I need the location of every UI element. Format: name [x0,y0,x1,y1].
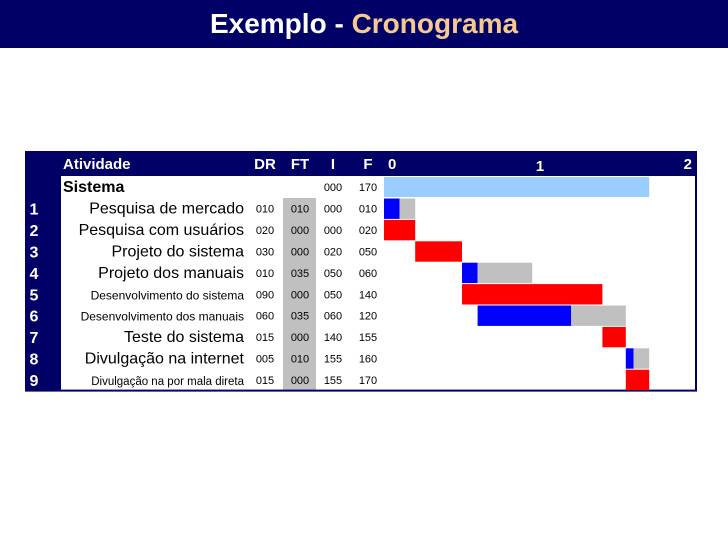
axis-tick-label: 2 [683,156,692,173]
activity-dr: 090 [255,289,275,302]
activity-name: Divulgação na internet [84,350,244,368]
activity-ft: 000 [290,246,310,259]
header-dr: DR [254,156,276,173]
activity-i: 050 [323,289,343,302]
activity-bar [478,306,572,326]
activity-name: Projeto do sistema [111,243,244,261]
activity-i: 155 [323,374,343,387]
activity-f: 060 [358,267,378,280]
activity-ft: 000 [290,225,310,238]
activity-i: 020 [323,246,343,259]
activity-ft: 010 [290,353,310,366]
header-i: I [330,156,336,173]
activity-i: 060 [323,310,343,323]
activity-name: Divulgação na por mala direta [91,375,244,388]
activity-name: Teste do sistema [123,329,244,347]
activity-f: 170 [358,374,378,387]
activity-ft: 000 [290,289,310,302]
activity-f: 155 [358,332,378,345]
activity-f: 120 [358,310,378,323]
activity-dr: 010 [255,267,275,280]
activity-name: Desenvolvimento do sistema [90,288,244,303]
summary-bar [384,177,649,197]
activity-ft: 035 [290,267,310,280]
header-f: F [363,156,373,173]
activity-f: 160 [358,353,378,366]
row-number: 1 [29,201,39,219]
activity-i: 155 [323,353,343,366]
activity-dr: 010 [255,203,275,216]
row-number: 8 [29,351,39,369]
activity-name: Desenvolvimento dos manuais [80,309,244,324]
slack-bar [400,199,416,219]
activity-i: 000 [323,203,343,216]
activity-f: 010 [358,203,378,216]
row-number: 6 [29,308,39,326]
header-ft: FT [290,156,310,173]
axis-tick-label: 0 [388,156,397,173]
activity-ft: 035 [290,310,310,323]
activity-dr: 015 [255,332,275,345]
activity-f: 050 [358,246,378,259]
activity-f: 140 [358,289,378,302]
row-number: 3 [29,244,39,262]
activity-name: Pesquisa com usuários [78,222,244,240]
activity-i: 050 [323,267,343,280]
row-number: 9 [29,372,39,390]
activity-f: 020 [358,225,378,238]
activity-bar [462,284,602,304]
activity-dr: 060 [255,310,275,323]
summary-f: 170 [358,182,378,194]
activity-dr: 015 [255,374,275,387]
slack-bar [478,263,533,283]
slack-bar [634,348,650,368]
activity-name: Pesquisa de mercado [89,200,244,218]
row-number: 2 [29,223,39,241]
activity-i: 140 [323,332,343,345]
row-number: 4 [29,265,39,283]
activity-i: 000 [323,225,343,238]
activity-bar [462,263,478,283]
activity-name: Projeto dos manuais [98,264,244,282]
activity-bar [415,241,462,261]
activity-bar [384,199,400,219]
row-number: 7 [29,330,39,348]
activity-bar [602,327,625,347]
activity-dr: 030 [255,246,275,259]
page-title-accent: Cronograma [351,8,519,39]
activity-dr: 005 [255,353,275,366]
activity-ft: 000 [290,332,310,345]
activity-bar [626,348,634,368]
summary-i: 000 [323,182,343,194]
header-atividade: Atividade [63,156,131,173]
activity-bar [384,220,415,240]
row-number: 5 [29,287,39,305]
activity-dr: 020 [255,225,275,238]
slack-bar [571,306,626,326]
summary-label: Sistema [63,179,125,196]
activity-ft: 010 [290,203,310,216]
axis-tick-label: 1 [535,158,545,175]
activity-bar [626,370,649,390]
activity-ft: 000 [290,374,310,387]
page-title: Exemplo - [209,8,352,39]
